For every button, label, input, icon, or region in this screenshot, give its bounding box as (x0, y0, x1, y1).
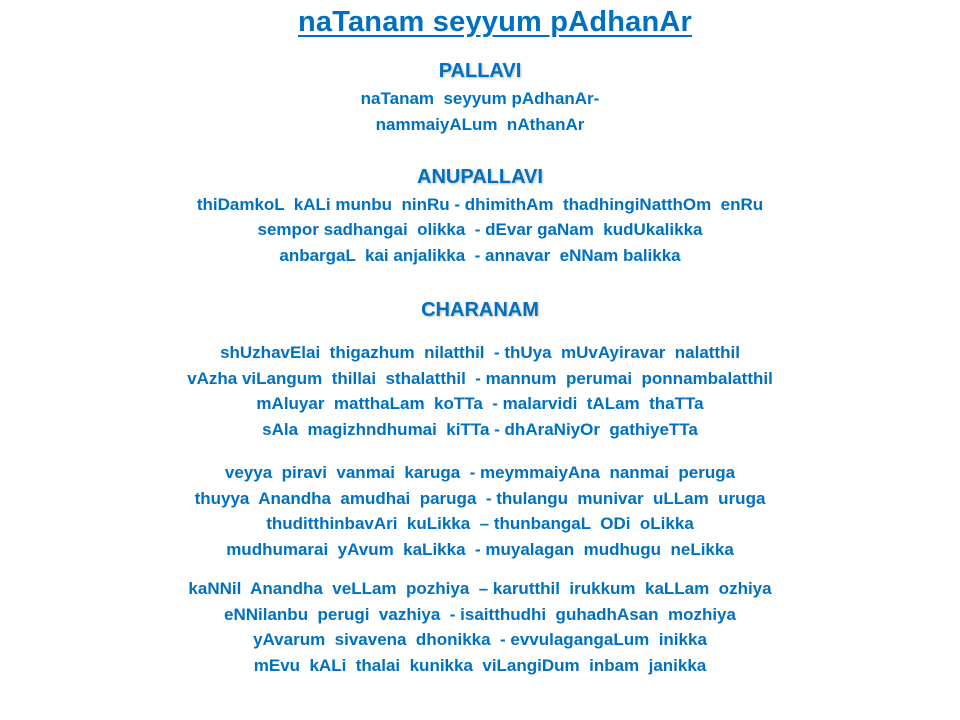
charanam-line: thuyya Anandha amudhai paruga - thulangu munivar uLLam uruga (194, 489, 766, 508)
charanam-line: mAluyar matthaLam koTTa - malarvidi tALam thaTTa (256, 394, 704, 413)
anupallavi-line: anbargaL kai anjalikka - annavar eNNam balikka (279, 246, 681, 265)
anupallavi-line: sempor sadhangai olikka - dEvar gaNam kudUkalikka (257, 220, 703, 239)
charanam-line: kaNNil Anandha veLLam pozhiya – karutthil irukkum kaLLam ozhiya (188, 579, 772, 598)
charanam-line: eNNilanbu perugi vazhiya - isaitthudhi guhadhAsan mozhiya (224, 605, 736, 624)
charanam-line: mudhumarai yAvum kaLikka - muyalagan mudhugu neLikka (226, 540, 734, 559)
pallavi-line: nammaiyALum nAthanAr (375, 115, 585, 134)
anupallavi-line: thiDamkoL kALi munbu ninRu - dhimithAm thadhingiNatthOm enRu (196, 195, 764, 214)
pallavi-heading: PALLAVI (438, 60, 522, 82)
charanam-heading: CHARANAM (421, 299, 539, 321)
charanam-line: vAzha viLangum thillai sthalatthil - mannum perumai ponnambalatthil (187, 369, 773, 388)
charanam-line: yAvarum sivavena dhonikka - evvulagangaLum inikka (253, 630, 707, 649)
song-title: naTanam seyyum pAdhanAr (297, 6, 693, 38)
pallavi-line: naTanam seyyum pAdhanAr- (360, 89, 600, 108)
charanam-line: sAla magizhndhumai kiTTa - dhAraNiyOr gathiyeTTa (262, 420, 698, 439)
charanam-line: thuditthinbavAri kuLikka – thunbangaL ODi oLikka (266, 514, 694, 533)
charanam-line: shUzhavElai thigazhum nilatthil - thUya mUvAyiravar nalatthil (220, 343, 740, 362)
anupallavi-heading: ANUPALLAVI (417, 166, 543, 188)
charanam-line: mEvu kALi thalai kunikka viLangiDum inbam janikka (253, 656, 707, 675)
charanam-line: veyya piravi vanmai karuga - meymmaiyAna nanmai peruga (224, 463, 736, 482)
